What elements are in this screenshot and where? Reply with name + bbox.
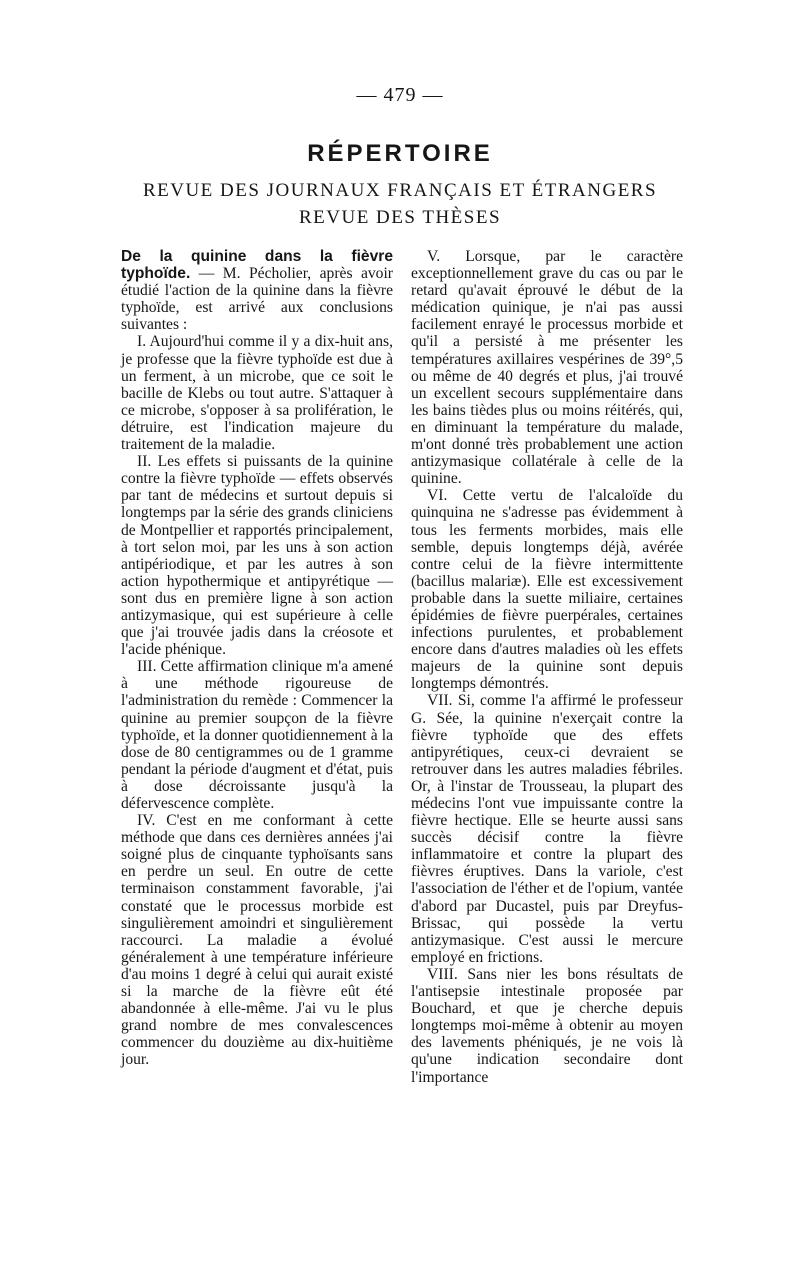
paragraph-iv: IV. C'est en me conformant à cette méthode que dans ces dernières années j'ai soigné plus de cinquante typhoïsants sans en perdre un seul. En outre de cette terminaison constamment favorable, j'ai constaté que le processus morbide est singulièrement amoindri et singulièrement raccourci. La maladie a évolué généralement à une température inférieure d'au moins 1 degré à celui qui aurait existé si la marche de la fièvre eût été abandonnée à elle-même. J'ai vu le plus grand nombre de mes convalescences commencer du douzième au dix-huitième jour. (121, 812, 393, 1069)
paragraph-v: V. Lorsque, par le caractère exceptionnellement grave du cas ou par le retard qu'avait éprouvé le début de la médication quinique, je n'ai pas aussi facilement enrayé le processus morbide et qu'il a persisté à me présenter les températures axillaires vespérines de 39°,5 ou même de 40 degrés et plus, j'ai trouvé un excellent secours supplémentaire dans les bains tièdes plus ou moins réitérés, qui, en diminuant la température du malade, m'ont donné très probablement une action antizymasique collatérale à celle de la quinine. (411, 248, 683, 488)
paragraph-viii: VIII. Sans nier les bons résultats de l'antisepsie intestinale proposée par Bouchard, et que je cherche depuis longtemps moi-même à obtenir au moyen des lavements phéniqués, je ne vois là qu'une indication secondaire dont l'importance (411, 965, 683, 1086)
left-column (121, 248, 393, 1069)
paragraph-iii: III. Cette affirmation clinique m'a amené à une méthode rigoureuse de l'administration du remède : Commencer la quinine au premier soupçon de la fièvre typhoïde, et la donner quotidiennement à la dose de 80 centigrammes ou de 1 gramme pendant la période d'augment et d'état, puis à dose décroissante jusqu'à la défervescence complète. (121, 658, 393, 812)
section-subtitle-journals: REVUE DES JOURNAUX FRANÇAIS ET ÉTRANGERS (142, 180, 658, 201)
section-subtitle-theses: REVUE DES THÈSES (298, 207, 502, 228)
article-intro-paragraph (121, 248, 393, 333)
paragraph-vi: VI. Cette vertu de l'alcaloïde du quinquina ne s'adresse pas évidemment à tous les ferments morbides, mais elle semble, depuis longtemps déjà, avérée contre celui de la fièvre intermittente (bacillus malariæ). Elle est excessivement probable dans la suette miliaire, certaines épidémies de fièvre puerpérales, certaines infections purulentes, et probablement encore dans d'autres maladies où les effets majeurs de la quinine sont depuis longtemps démontrés. (411, 487, 683, 693)
paragraph-i: I. Aujourd'hui comme il y a dix-huit ans, je professe que la fièvre typhoïde est due à un ferment, à un microbe, que ce soit le bacille de Klebs ou tout autre. S'attaquer à ce microbe, s'opposer à sa prolifération, le détruire, est l'indication majeure du traitement de la maladie. (121, 333, 393, 454)
paragraph-vii: VII. Si, comme l'a affirmé le professeur G. Sée, la quinine n'exerçait contre la fièvre typhoïde que des effets antipyrétiques, ceux-ci devraient se retrouver dans les autres maladies fébriles. Or, à l'instar de Trousseau, la plupart des médecins l'ont vue impuissante contre la fièvre hectique. Elle se heurte aussi sans succès décisif contre la fièvre inflammatoire et contre la plupart des fièvres éruptives. Dans la variole, c'est l'association de l'éther et de l'opium, vantée d'abord par Ducastel, puis par Dreyfus-Brissac, qui possède la vertu antizymasique. C'est aussi le mercure employé en frictions. (411, 692, 683, 966)
article-lead-title: De la quinine dans la fièvre typhoïde. (121, 248, 393, 283)
paragraph-ii: II. Les effets si puissants de la quinine contre la fièvre typhoïde — effets observés par tant de médecins et surtout depuis si longtemps par la série des grands cliniciens de Montpellier et rapportés principalement, à tort selon moi, par les uns à son action antipériodique, et par les autres à son action hypothermique et antipyrétique — sont dus en première ligne à son action antizymasique, qui est supérieure à celle que j'ai trouvée jadis dans la créosote et l'acide phénique. (121, 453, 393, 659)
page-number: — 479 — (356, 84, 444, 106)
page-title: RÉPERTOIRE (307, 140, 493, 167)
right-column (411, 248, 683, 1086)
article-intro-text: — M. Pécholier, après avoir étudié l'action de la quinine dans la fièvre typhoïde, est arrivé aux conclusions suivantes : (121, 265, 393, 334)
